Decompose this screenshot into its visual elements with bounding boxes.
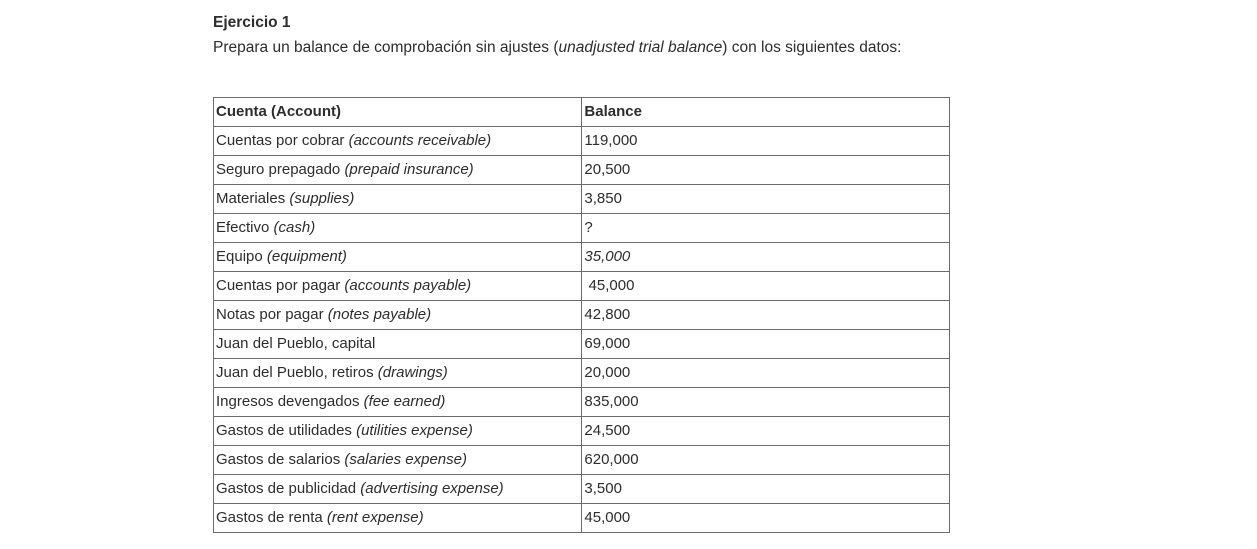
intro-text-end: ) con los siguientes datos: (722, 39, 902, 56)
table-row (214, 301, 950, 330)
account-name: Ingresos devengados (216, 393, 364, 410)
balance-cell: 20,000 (582, 359, 950, 388)
balance-cell: 69,000 (582, 330, 950, 359)
account-cell (214, 214, 582, 243)
account-name: Equipo (216, 248, 267, 265)
account-cell (214, 301, 582, 330)
table-row (214, 330, 950, 359)
account-name: Notas por pagar (216, 306, 328, 323)
account-english-name: (notes payable) (327, 306, 432, 323)
account-cell (214, 388, 582, 417)
account-cell (214, 359, 582, 388)
intro-text-italic: unadjusted trial balance (558, 39, 723, 56)
balance-cell: 20,500 (582, 156, 950, 185)
balance-cell: 3,850 (582, 185, 950, 214)
table-row (214, 475, 950, 504)
account-name: Efectivo (216, 219, 274, 236)
table-row (214, 214, 950, 243)
account-name: Cuentas por pagar (216, 277, 345, 294)
account-english-name: (cash) (273, 219, 316, 236)
account-name: Gastos de publicidad (216, 480, 361, 497)
account-english-name: (salaries expense) (344, 451, 467, 468)
account-name: Gastos de utilidades (216, 422, 357, 439)
account-english-name: (rent expense) (326, 509, 424, 526)
intro-text-start: Prepara un balance de comprobación sin ajustes ( (213, 39, 559, 56)
table-row (214, 243, 950, 272)
account-english-name: (fee earned) (363, 393, 446, 410)
account-name: Juan del Pueblo, capital (216, 335, 376, 352)
account-english-name: (equipment) (266, 248, 347, 265)
table-row (214, 359, 950, 388)
account-english-name: (advertising expense) (360, 480, 504, 497)
account-english-name: (drawings) (377, 364, 448, 381)
account-english-name: (utilities expense) (356, 422, 473, 439)
account-column-header: Cuenta (Account) (214, 98, 582, 127)
table-row (214, 156, 950, 185)
account-name: Juan del Pueblo, retiros (216, 364, 378, 381)
account-cell (214, 127, 582, 156)
table-body (214, 127, 950, 533)
account-cell (214, 330, 582, 359)
account-cell (214, 156, 582, 185)
balance-cell: 42,800 (582, 301, 950, 330)
balance-cell: 45,000 (582, 504, 950, 533)
exercise-title: Ejercicio 1 (213, 14, 291, 31)
table-header-row (214, 98, 950, 127)
table-row (214, 446, 950, 475)
account-cell (214, 446, 582, 475)
account-name: Seguro prepagado (216, 161, 345, 178)
table-row (214, 185, 950, 214)
balance-cell: 3,500 (582, 475, 950, 504)
account-cell (214, 243, 582, 272)
account-cell (214, 475, 582, 504)
account-name: Materiales (216, 190, 290, 207)
account-cell (214, 417, 582, 446)
account-english-name: (accounts payable) (344, 277, 472, 294)
balance-cell: 24,500 (582, 417, 950, 446)
exercise-block (213, 12, 1213, 60)
table-row (214, 388, 950, 417)
accounts-table (213, 97, 950, 533)
table-row (214, 127, 950, 156)
balance-cell: 35,000 (582, 243, 950, 272)
account-english-name: (prepaid insurance) (344, 161, 474, 178)
balance-cell: ? (582, 214, 950, 243)
account-name: Gastos de renta (216, 509, 327, 526)
account-name: Cuentas por cobrar (216, 132, 349, 149)
balance-cell: 835,000 (582, 388, 950, 417)
account-cell (214, 272, 582, 301)
balance-column-header: Balance (582, 98, 950, 127)
account-name: Gastos de salarios (216, 451, 345, 468)
exercise-instructions (213, 36, 1213, 60)
table-row (214, 417, 950, 446)
table-row (214, 504, 950, 533)
account-english-name: (supplies) (289, 190, 355, 207)
balance-cell: 620,000 (582, 446, 950, 475)
table-row (214, 272, 950, 301)
balance-cell: 119,000 (582, 127, 950, 156)
account-cell (214, 504, 582, 533)
account-cell (214, 185, 582, 214)
balance-cell: 45,000 (582, 272, 950, 301)
account-english-name: (accounts receivable) (348, 132, 492, 149)
